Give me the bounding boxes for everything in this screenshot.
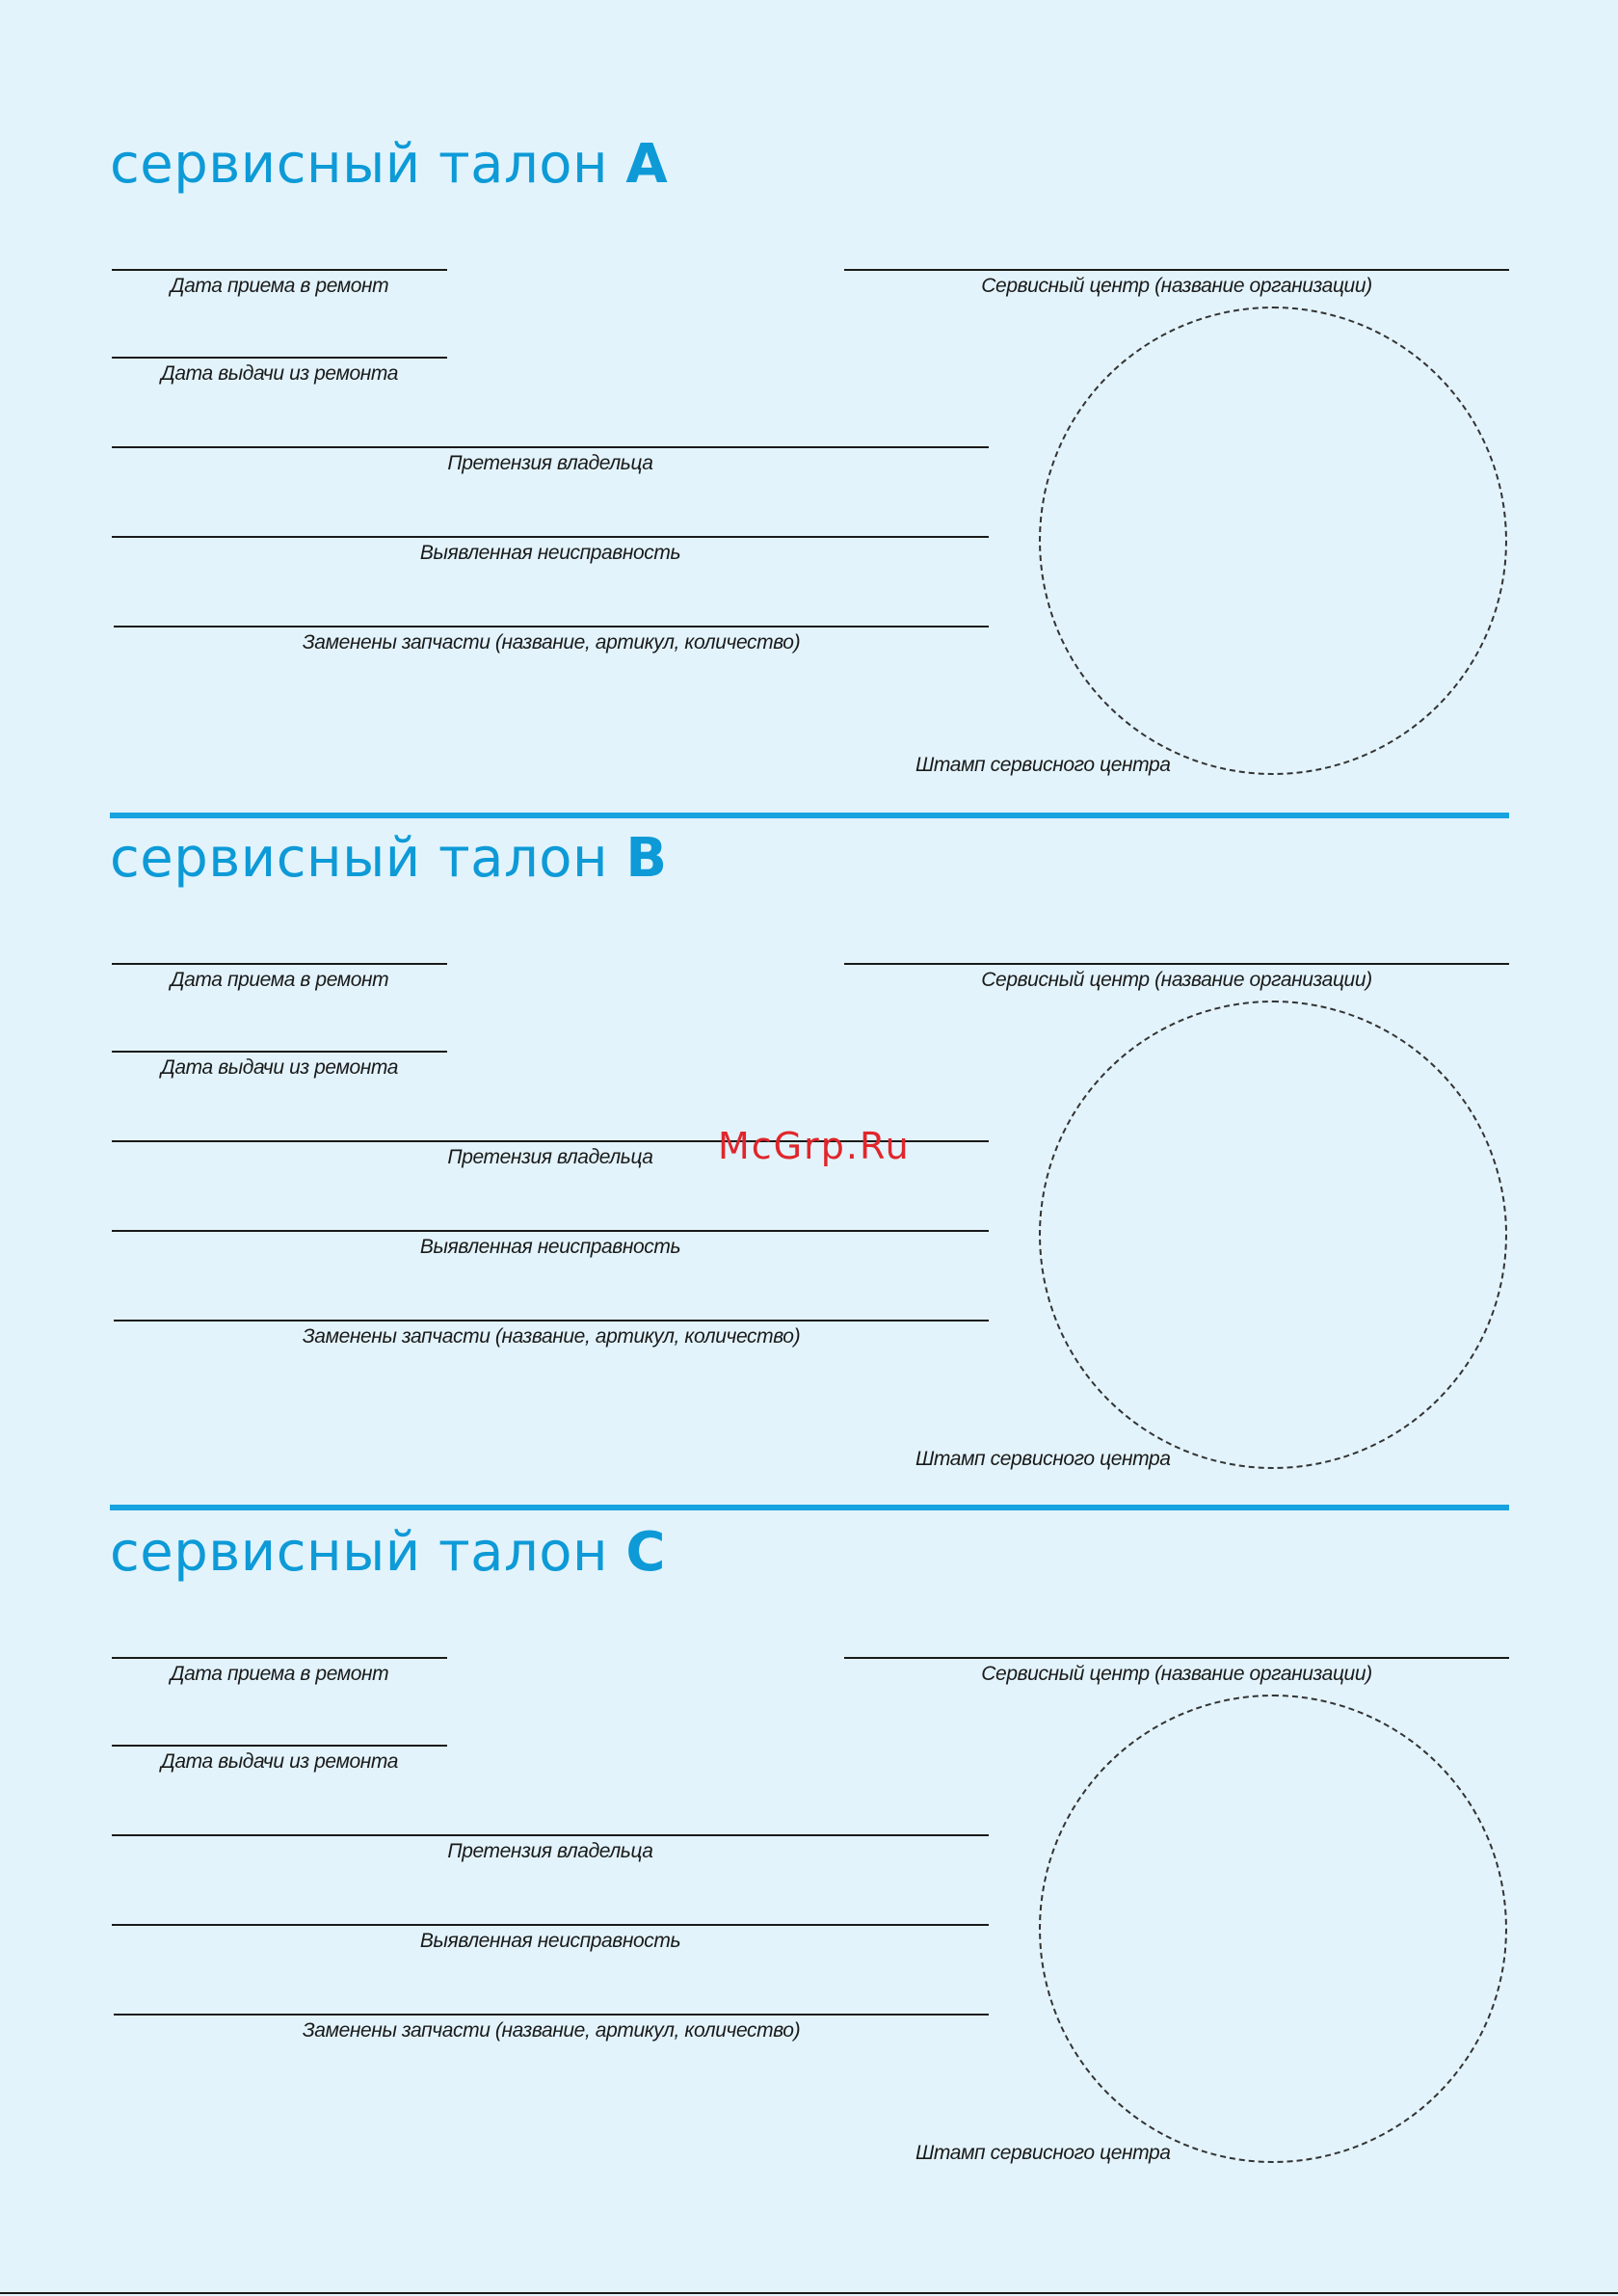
watermark: McGrp.Ru bbox=[718, 1125, 911, 1167]
field-line bbox=[112, 1230, 989, 1232]
issue-date-field[interactable] bbox=[112, 1745, 447, 1774]
field-line bbox=[112, 446, 989, 448]
field-line bbox=[112, 1657, 447, 1659]
field-line bbox=[844, 963, 1509, 965]
coupon-c bbox=[0, 1388, 1618, 2164]
replaced-parts-field[interactable] bbox=[114, 626, 989, 654]
issue-date-label: Дата выдачи из ремонта bbox=[160, 1750, 399, 1773]
replaced-parts-label: Заменены запчасти (название, артикул, количество) bbox=[302, 631, 801, 654]
field-line bbox=[112, 269, 447, 271]
owner-claim-field[interactable] bbox=[112, 1834, 989, 1863]
page-bottom-rule bbox=[0, 2292, 1618, 2294]
coupon-letter: B bbox=[625, 827, 668, 890]
service-center-field[interactable] bbox=[844, 1657, 1509, 1686]
detected-fault-label: Выявленная неисправность bbox=[419, 1236, 681, 1258]
field-line bbox=[112, 536, 989, 538]
receive-date-label: Дата приема в ремонт bbox=[170, 275, 389, 297]
issue-date-label: Дата выдачи из ремонта bbox=[160, 362, 399, 385]
field-line bbox=[112, 1745, 447, 1747]
field-line bbox=[112, 1834, 989, 1836]
stamp-label: Штамп сервисного центра bbox=[915, 754, 1171, 776]
detected-fault-label: Выявленная неисправность bbox=[419, 1930, 681, 1952]
stamp-circle bbox=[1039, 1695, 1507, 2163]
receive-date-label: Дата приема в ремонт bbox=[170, 1663, 389, 1685]
coupon-title bbox=[110, 1521, 666, 1584]
owner-claim-label: Претензия владельца bbox=[447, 1146, 653, 1168]
issue-date-field[interactable] bbox=[112, 357, 447, 386]
detected-fault-field[interactable] bbox=[112, 1924, 989, 1953]
field-line bbox=[114, 626, 989, 627]
coupon-title bbox=[110, 133, 668, 196]
receive-date-field[interactable] bbox=[112, 269, 447, 298]
replaced-parts-label: Заменены запчасти (название, артикул, количество) bbox=[302, 1325, 801, 1348]
service-center-label: Сервисный центр (название организации) bbox=[981, 969, 1372, 991]
receive-date-label: Дата приема в ремонт bbox=[170, 969, 389, 991]
service-center-label: Сервисный центр (название организации) bbox=[981, 275, 1372, 297]
service-center-field[interactable] bbox=[844, 269, 1509, 298]
field-line bbox=[112, 357, 447, 359]
replaced-parts-label: Заменены запчасти (название, артикул, количество) bbox=[302, 2019, 801, 2042]
stamp-label: Штамп сервисного центра bbox=[915, 1448, 1171, 1470]
coupon-title-text: сервисный талон bbox=[110, 133, 609, 196]
field-line bbox=[112, 1924, 989, 1926]
coupon-b bbox=[0, 694, 1618, 1470]
field-line bbox=[844, 269, 1509, 271]
issue-date-label: Дата выдачи из ремонта bbox=[160, 1056, 399, 1079]
field-line bbox=[114, 2014, 989, 2016]
detected-fault-field[interactable] bbox=[112, 1230, 989, 1259]
coupon-letter: C bbox=[625, 1521, 667, 1584]
stamp-label: Штамп сервисного центра bbox=[915, 2142, 1171, 2164]
coupon-title-text: сервисный талон bbox=[110, 1521, 609, 1584]
owner-claim-label: Претензия владельца bbox=[447, 452, 653, 474]
field-line bbox=[844, 1657, 1509, 1659]
coupon-letter: A bbox=[625, 133, 669, 196]
detected-fault-field[interactable] bbox=[112, 536, 989, 565]
service-center-label: Сервисный центр (название организации) bbox=[981, 1663, 1372, 1685]
replaced-parts-field[interactable] bbox=[114, 1320, 989, 1348]
replaced-parts-field[interactable] bbox=[114, 2014, 989, 2042]
receive-date-field[interactable] bbox=[112, 963, 447, 992]
field-line bbox=[112, 1051, 447, 1053]
owner-claim-field[interactable] bbox=[112, 446, 989, 475]
detected-fault-label: Выявленная неисправность bbox=[419, 542, 681, 564]
receive-date-field[interactable] bbox=[112, 1657, 447, 1686]
coupon-title bbox=[110, 827, 668, 890]
issue-date-field[interactable] bbox=[112, 1051, 447, 1080]
owner-claim-label: Претензия владельца bbox=[447, 1840, 653, 1862]
coupon-title-text: сервисный талон bbox=[110, 827, 609, 890]
field-line bbox=[114, 1320, 989, 1322]
field-line bbox=[112, 963, 447, 965]
coupon-a bbox=[0, 0, 1618, 776]
service-center-field[interactable] bbox=[844, 963, 1509, 992]
